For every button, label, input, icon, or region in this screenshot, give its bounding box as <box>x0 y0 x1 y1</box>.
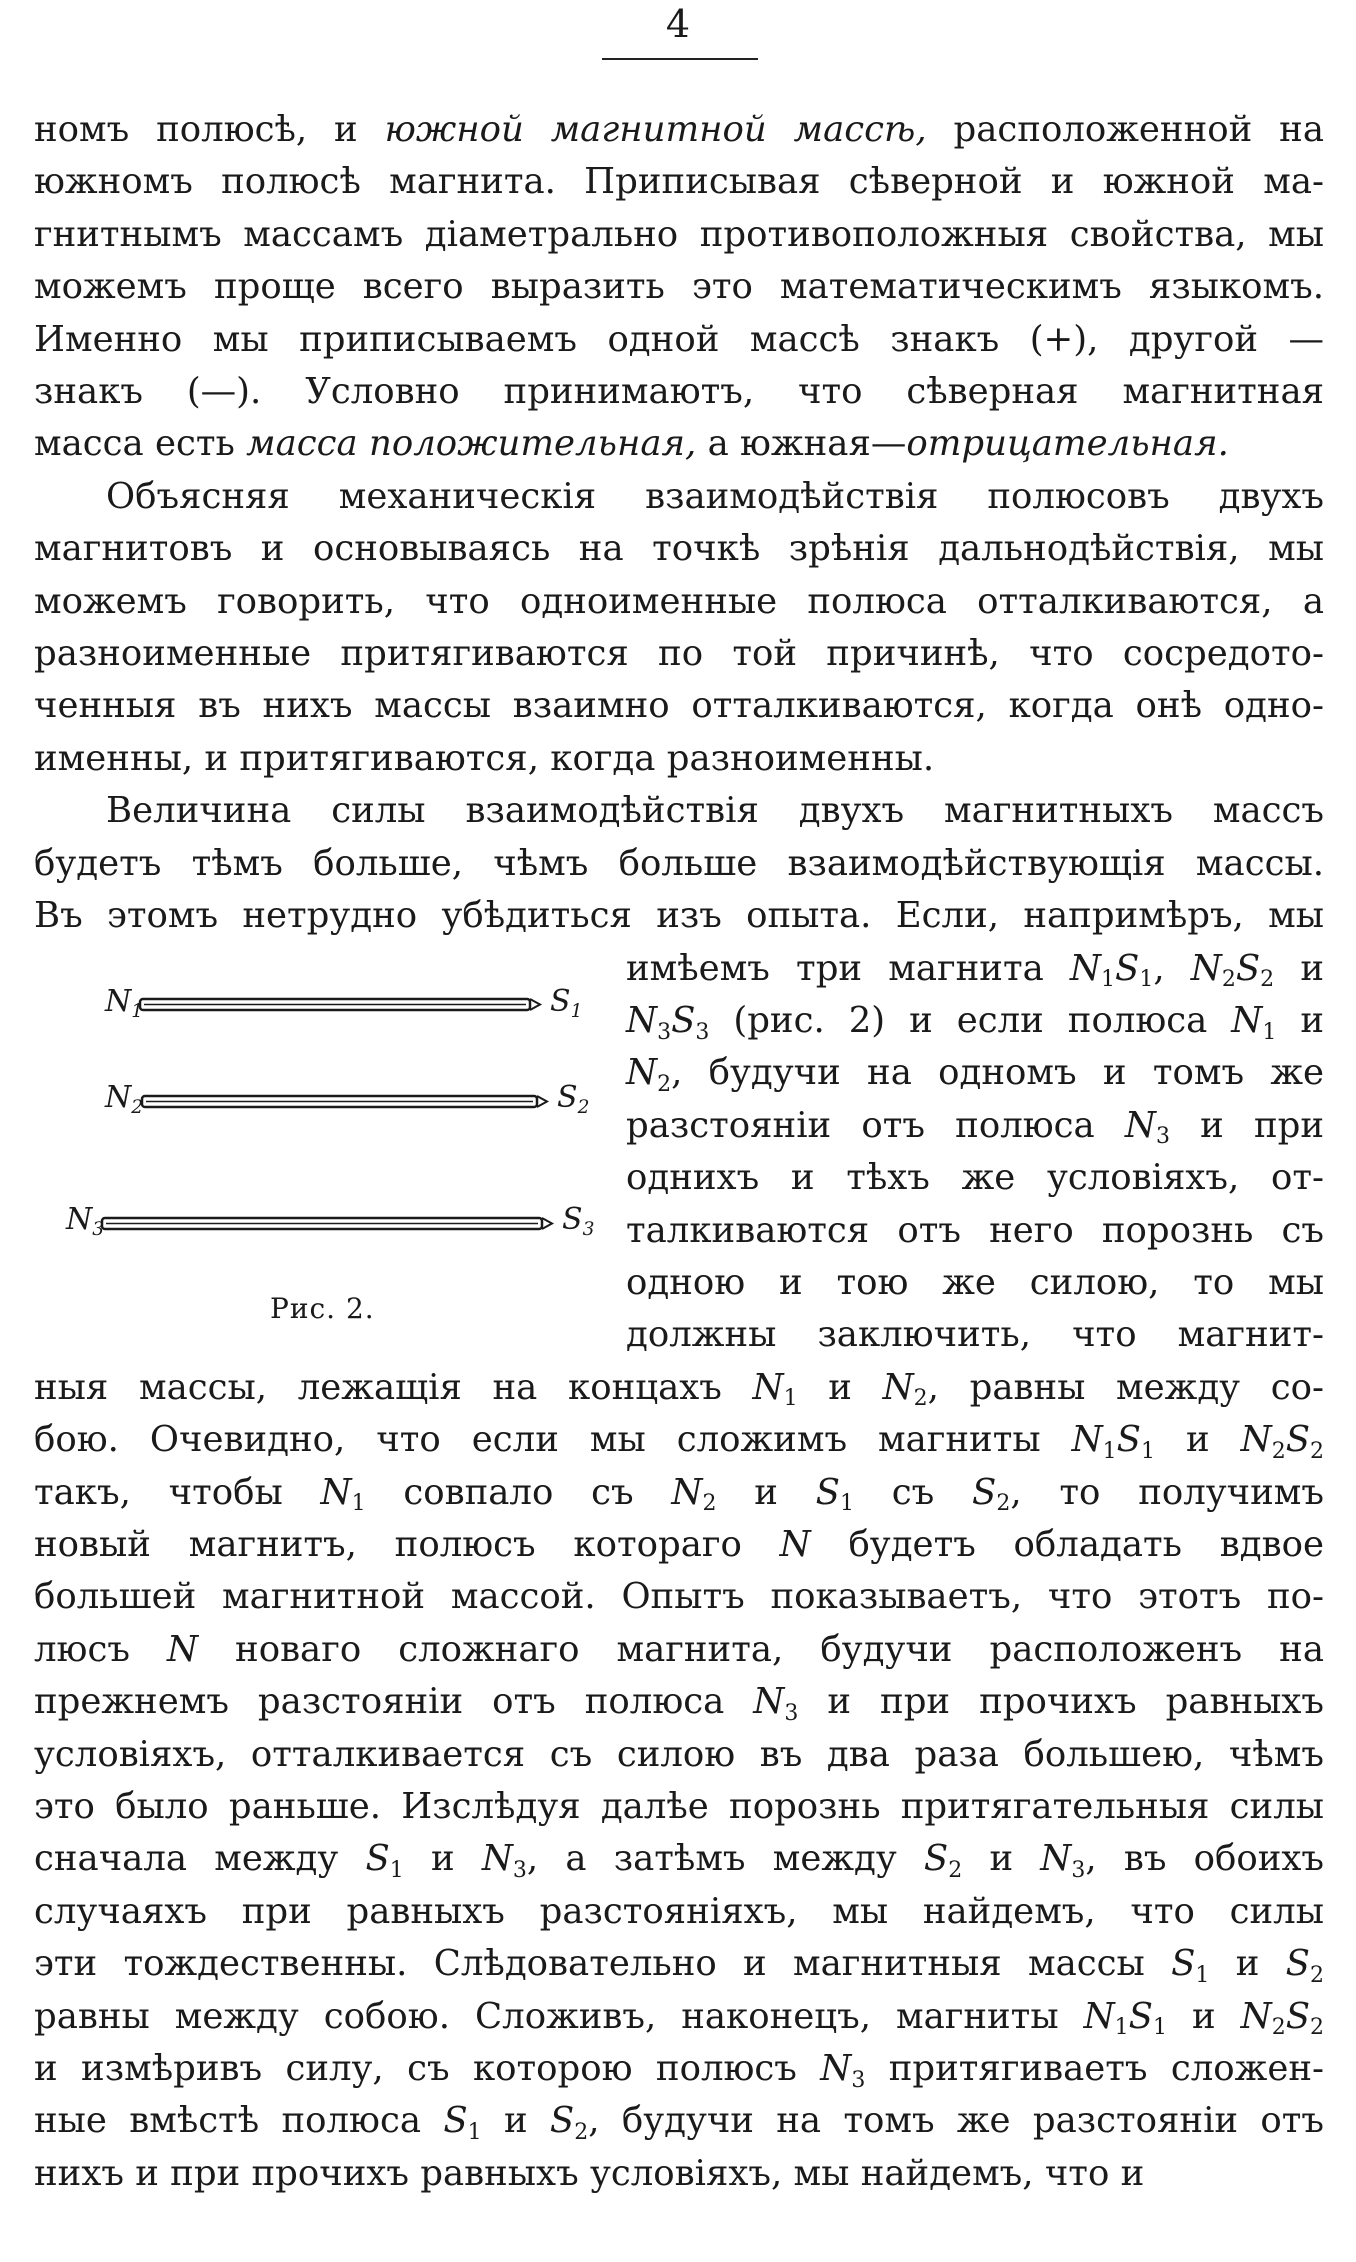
pole-label-south-2: $S_2$ <box>557 1080 590 1118</box>
text-line: и измѣривъ силу, съ которою полюсъ $N_3$ притягиваетъ сложен- <box>34 2048 1324 2093</box>
pole-label-north-2: $N_2$ <box>105 1080 144 1118</box>
text-line: разноименные притягиваются по той причинѣ, что сосредото- <box>34 633 1324 675</box>
text-line: гнитнымъ массамъ діаметрально противоположныя свойства, мы <box>34 213 1324 255</box>
text-line: прежнемъ разстояніи отъ полюса $N_3$ и при прочихъ равныхъ <box>34 1681 1324 1726</box>
pole-label-south-1: $S_1$ <box>550 984 583 1022</box>
text-line: магнитовъ и основываясь на точкѣ зрѣнія дальнодѣйствія, мы <box>34 528 1324 570</box>
text-line: Въ этомъ нетрудно убѣдиться изъ опыта. Если, напримѣръ, мы <box>34 895 1324 937</box>
text-line: знакъ (—). Условно принимаютъ, что сѣверная магнитная <box>34 371 1324 413</box>
text-line: большей магнитной массой. Опытъ показываетъ, что этотъ по- <box>34 1576 1324 1618</box>
text-line: случаяхъ при равныхъ разстояніяхъ, мы найдемъ, что силы <box>34 1890 1324 1932</box>
header-rule <box>602 58 758 60</box>
text-line: номъ полюсѣ, и южной магнитной массѣ, расположенной на <box>34 109 1324 150</box>
text-line: талкиваются отъ него порознь съ <box>626 1209 1324 1251</box>
magnet-2 <box>142 1096 547 1107</box>
magnets-drawing <box>60 975 600 1295</box>
text-line: $N_3S_3$ (рис. 2) и если полюса $N_1$ и <box>626 999 1324 1045</box>
text-line: Объясняя механическія взаимодѣйствія полюсовъ двухъ <box>106 475 1324 517</box>
figure-caption: Рис. 2. <box>270 1292 375 1325</box>
text-line: Величина силы взаимодѣйствія двухъ магнитныхъ массъ <box>106 790 1324 832</box>
pole-label-north-1: $N_1$ <box>105 984 144 1022</box>
pole-label-north-3: $N_3$ <box>66 1202 105 1240</box>
text-line: ные вмѣстѣ полюса $S_1$ и $S_2$, будучи на томъ же разстояніи отъ <box>34 2100 1324 2146</box>
text-line: можемъ говорить, что одноименные полюса отталкиваются, а <box>34 580 1324 622</box>
magnet-3 <box>102 1218 552 1229</box>
text-line: именны, и притягиваются, когда разноименны. <box>34 737 935 779</box>
page-number: 4 <box>665 2 691 46</box>
pole-label-south-3: $S_3$ <box>562 1202 595 1240</box>
text-line: ченныя въ нихъ массы взаимно отталкиваются, когда онѣ одно- <box>34 685 1324 727</box>
magnet-1 <box>140 999 540 1010</box>
text-line: ныя массы, лежащія на концахъ $N_1$ и $N_2$, равны между со- <box>34 1366 1324 1412</box>
text-line: сначала между $S_1$ и $N_3$, а затѣмъ между $S_2$ и $N_3$, въ обоихъ <box>34 1838 1324 1883</box>
text-line: нихъ и при прочихъ равныхъ условіяхъ, мы найдемъ, что и <box>34 2152 1145 2194</box>
figure-2 <box>60 975 600 1320</box>
text-line: разстояніи отъ полюса $N_3$ и при <box>626 1104 1324 1150</box>
text-line: равны между собою. Сложивъ, наконецъ, магниты $N_1S_1$ и $N_2S_2$ <box>34 1995 1325 2041</box>
text-line: бою. Очевидно, что если мы сложимъ магниты $N_1S_1$ и $N_2S_2$ <box>34 1419 1325 1464</box>
text-line: эти тождественны. Слѣдовательно и магнитныя массы $S_1$ и $S_2$ <box>34 1943 1324 1988</box>
text-line: имѣемъ три магнита $N_1S_1$, $N_2S_2$ и <box>626 947 1324 993</box>
text-line: Именно мы приписываемъ одной массѣ знакъ (+), другой — <box>34 318 1324 360</box>
text-line: однихъ и тѣхъ же условіяхъ, от- <box>626 1157 1324 1199</box>
text-line: такъ, чтобы $N_1$ совпало съ $N_2$ и $S_1$ съ $S_2$, то получимъ <box>34 1471 1325 1517</box>
text-line: одною и тою же силою, то мы <box>626 1261 1324 1303</box>
text-line: условіяхъ, отталкивается съ силою въ два раза большею, чѣмъ <box>34 1733 1324 1775</box>
text-line: новый магнитъ, полюсъ котораго N будетъ обладать вдвое <box>34 1523 1324 1565</box>
text-line: можемъ проще всего выразить это математическимъ языкомъ. <box>34 266 1324 308</box>
text-line: будетъ тѣмъ больше, чѣмъ больше взаимодѣйствующія массы. <box>34 842 1324 884</box>
text-line: $N_2$, будучи на одномъ и томъ же <box>626 1052 1324 1097</box>
text-line: масса есть масса положительная, а южная—отрицательная. <box>34 423 1229 465</box>
text-line: южномъ полюсѣ магнита. Приписывая сѣверной и южной ма- <box>34 161 1324 203</box>
text-line: должны заключить, что магнит- <box>626 1314 1324 1356</box>
text-line: люсъ N новаго сложнаго магнита, будучи расположенъ на <box>34 1628 1324 1670</box>
text-line: это было раньше. Изслѣдуя далѣе порознь притягательныя силы <box>34 1786 1324 1827</box>
